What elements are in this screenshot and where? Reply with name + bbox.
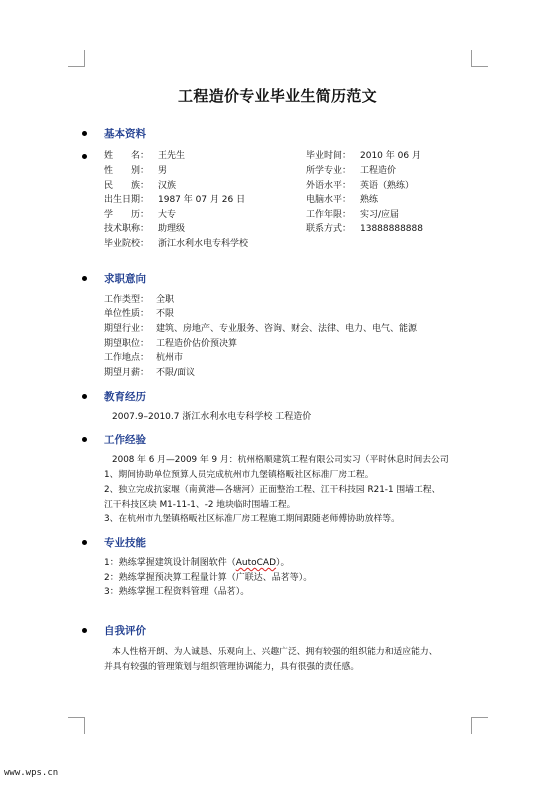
field-value: 不限/面议 [156, 368, 196, 378]
field-label: 技术职称： [104, 224, 150, 234]
basic-info-row [104, 180, 176, 192]
bullet-icon [82, 628, 87, 633]
section-heading-skills: 专业技能 [104, 537, 146, 549]
field-value: 英语（熟练） [360, 181, 415, 191]
basic-info-row [306, 165, 396, 177]
eval-line: 并具有较强的管理策划与组织管理协调能力，具有很强的责任感。 [104, 662, 360, 672]
field-value: 男 [158, 166, 168, 176]
skill-line [104, 586, 249, 598]
job-row [104, 352, 183, 364]
job-row [104, 323, 417, 335]
job-row [104, 308, 174, 320]
work-line: 2008 年 6 月—2009 年 9 月：杭州格顺建筑工程有限公司实习（平时休息时间去公司 [112, 455, 449, 465]
basic-info-row [104, 209, 176, 221]
field-value: 2010 年 06 月 [360, 151, 421, 161]
field-label: 工作类型： [104, 295, 150, 305]
work-line: 3、在杭州市九堡镇格畈社区标准厂房工程施工期间跟随老师傅协助放样等。 [104, 514, 400, 524]
bullet-icon [82, 131, 87, 136]
field-label: 电脑水平： [306, 195, 352, 205]
skill-text: 2：熟练掌握预决算工程量计算（广联达、品茗等）。 [104, 573, 313, 583]
field-label: 毕业时间： [306, 151, 352, 161]
field-label: 期望行业： [104, 324, 150, 334]
field-value: 不限 [156, 309, 175, 319]
crop-mark-top-left [68, 50, 85, 67]
field-value: 工程造价 [360, 166, 397, 176]
basic-info-row [104, 223, 185, 235]
job-row [104, 338, 237, 350]
field-label: 联系方式： [306, 224, 352, 234]
spellcheck-marked-text: AutoCAD [235, 558, 277, 568]
field-label: 工作地点： [104, 353, 150, 363]
bullet-icon [82, 394, 87, 399]
bullet-icon [82, 276, 87, 281]
education-entry: 2007.9–2010.7 浙江水利水电专科学校 工程造价 [112, 412, 312, 422]
field-value: 王先生 [158, 151, 186, 161]
field-label: 民 族： [104, 181, 150, 191]
field-value: 汉族 [158, 181, 177, 191]
section-heading-job: 求职意向 [104, 273, 146, 285]
work-line: 1、期间协助单位预算人员完成杭州市九堡镇格畈社区标准厂房工程。 [104, 470, 374, 480]
basic-info-row [306, 209, 399, 221]
crop-mark-bottom-right [471, 717, 488, 734]
skill-text: 1：熟练掌握建筑设计制图软件（ [104, 558, 236, 568]
section-heading-eval: 自我评价 [104, 625, 146, 637]
field-value: 大专 [158, 210, 177, 220]
bullet-icon [82, 437, 87, 442]
skill-line [104, 572, 312, 584]
skill-text: ）。 [276, 558, 290, 568]
document-title: 工程造价专业毕业生简历范文 [178, 87, 377, 105]
footer-watermark: www.wps.cn [4, 768, 59, 778]
field-value: 工程造价估价预决算 [156, 339, 238, 349]
field-label: 期望月薪： [104, 368, 150, 378]
bullet-icon [82, 154, 87, 159]
bullet-icon [82, 540, 87, 545]
section-heading-basic: 基本资料 [104, 128, 146, 140]
field-label: 毕业院校： [104, 239, 150, 249]
field-label: 所学专业： [306, 166, 352, 176]
work-line: 2、独立完成抗家堰（南黄港—各塘河）正面整治工程、江干科技园 R21-1 围墙工程、 [104, 485, 441, 495]
basic-info-row [104, 165, 167, 177]
section-heading-education: 教育经历 [104, 391, 146, 403]
field-label: 外语水平： [306, 181, 352, 191]
field-label: 期望职位： [104, 339, 150, 349]
field-value: 浙江水利水电专科学校 [158, 239, 249, 249]
crop-mark-bottom-left [68, 717, 85, 734]
basic-info-row [104, 194, 245, 206]
field-value: 杭州市 [156, 353, 184, 363]
field-value: 建筑、房地产、专业服务、咨询、财会、法律、电力、电气、能源 [156, 324, 418, 334]
field-value: 实习/应届 [360, 210, 400, 220]
field-label: 出生日期： [104, 195, 150, 205]
field-label: 学 历： [104, 210, 150, 220]
field-label: 性 别： [104, 166, 150, 176]
basic-info-row [306, 150, 421, 162]
job-row [104, 294, 174, 306]
section-heading-work: 工作经验 [104, 434, 146, 446]
basic-info-row [104, 150, 185, 162]
field-value: 全职 [156, 295, 175, 305]
job-row [104, 367, 195, 379]
skill-line [104, 557, 290, 569]
basic-info-row [306, 194, 378, 206]
field-value: 13888888888 [360, 224, 423, 234]
work-line: 江干科技区块 M1-11-1、-2 地块临时围墙工程。 [104, 500, 296, 510]
field-label: 工作年限： [306, 210, 352, 220]
field-value: 1987 年 07 月 26 日 [158, 195, 246, 205]
crop-mark-top-right [471, 50, 488, 67]
basic-info-row [306, 180, 414, 192]
field-label: 单位性质： [104, 309, 150, 319]
basic-info-row [306, 223, 423, 235]
field-value: 助理级 [158, 224, 186, 234]
skill-text: 3：熟练掌握工程资料管理（品茗）。 [104, 587, 250, 597]
field-label: 姓 名： [104, 151, 150, 161]
field-value: 熟练 [360, 195, 379, 205]
basic-info-row [104, 238, 248, 250]
eval-line: 本人性格开朗、为人诚恳、乐观向上、兴趣广泛、拥有较强的组织能力和适应能力、 [112, 647, 438, 657]
